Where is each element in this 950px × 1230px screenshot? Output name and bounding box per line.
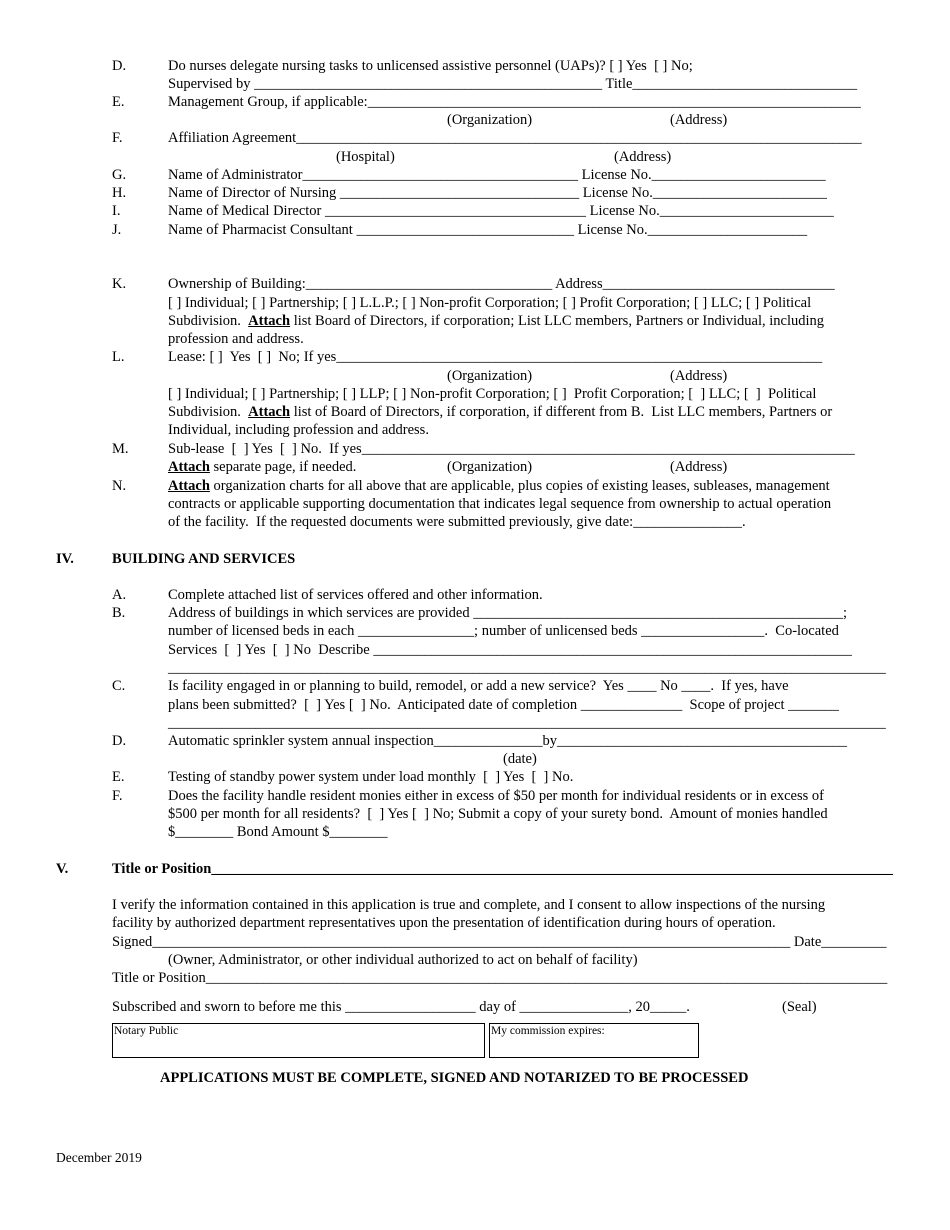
- section-5-number: V.: [56, 861, 69, 877]
- supervised-by-line: Supervised by ________________________________________________ Title_______________________________: [168, 76, 858, 92]
- completion-notice: APPLICATIONS MUST BE COMPLETE, SIGNED AND NOTARIZED TO BE PROCESSED: [160, 1070, 749, 1086]
- item-letter-4a: A.: [112, 587, 127, 603]
- item-letter-j: J.: [112, 222, 122, 238]
- director-of-nursing-line: Name of Director of Nursing _________________________________ License No.________________________: [168, 185, 827, 201]
- sublease-attach-note: Attach separate page, if needed.: [168, 459, 357, 475]
- item-letter-k: K.: [112, 276, 127, 292]
- ownership-line: Ownership of Building:__________________________________ Address________________________________: [168, 276, 835, 292]
- lease-attach-line-2: Individual, including profession and address.: [168, 422, 429, 438]
- section-4-title: BUILDING AND SERVICES: [112, 551, 296, 567]
- colocated-services-line: Services [ ] Yes [ ] No Describe __________________________________________________________________: [168, 642, 852, 658]
- lease-type-options: [ ] Individual; [ ] Partnership; [ ] LLP; [ ] Non-profit Corporation; [ ] Profit Corporation; [ ] LLC; [ ] Political: [168, 386, 817, 402]
- signer-caption: (Owner, Administrator, or other individual authorized to act on behalf of facility): [168, 952, 638, 968]
- seal-label: (Seal): [782, 999, 817, 1015]
- sublease-address-caption: (Address): [670, 459, 728, 475]
- org-charts-line-2: contracts or applicable supporting documentation that indicates legal sequence from ownership to actual operation: [168, 496, 832, 512]
- ownership-type-options: [ ] Individual; [ ] Partnership; [ ] L.L.P.; [ ] Non-profit Corporation; [ ] Profit Corporation; [ ] LLC; [ ] Political: [168, 295, 812, 311]
- administrator-line: Name of Administrator______________________________________ License No.________________________: [168, 167, 826, 183]
- sublease-org-caption: (Organization): [447, 459, 533, 475]
- lease-address-caption: (Address): [670, 368, 728, 384]
- signed-line: Signed________________________________________________________________________________________ Date_________: [112, 934, 887, 950]
- plans-submitted-line: plans been submitted? [ ] Yes [ ] No. Anticipated date of completion ______________ Scope of project _______: [168, 697, 839, 713]
- scope-blank-line: ___________________________________________________________________________________________________: [168, 715, 886, 731]
- sprinkler-inspection-line: Automatic sprinkler system annual inspection_______________by________________________________________: [168, 733, 848, 749]
- medical-director-line: Name of Medical Director ____________________________________ License No.________________________: [168, 203, 834, 219]
- management-group-line: Management Group, if applicable:____________________________________________________________________: [168, 94, 861, 110]
- sprinkler-date-caption: (date): [503, 751, 537, 767]
- org-charts-line-3: of the facility. If the requested documents were submitted previously, give date:_______________.: [168, 514, 746, 530]
- affiliation-agreement-line: Affiliation Agreement______________________________________________________________________________: [168, 130, 862, 146]
- item-letter-i: I.: [112, 203, 121, 219]
- notary-public-box[interactable]: [112, 1023, 485, 1058]
- item-letter-l: L.: [112, 349, 125, 365]
- section-5-title: Title or Position______________________________________________________________________________________________: [112, 861, 893, 877]
- uap-delegation-question: Do nurses delegate nursing tasks to unlicensed assistive personnel (UAPs)? [ ] Yes [ ] No;: [168, 58, 693, 74]
- item-letter-n: N.: [112, 478, 127, 494]
- item-letter-m: M.: [112, 441, 129, 457]
- item-letter-4d: D.: [112, 733, 127, 749]
- standby-power-line: Testing of standby power system under load monthly [ ] Yes [ ] No.: [168, 769, 574, 785]
- lease-attach-line: Subdivision. Attach list of Board of Directors, if corporation, if different from B. List LLC members, Partners or: [168, 404, 833, 420]
- resident-monies-line-1: Does the facility handle resident monies either in excess of $50 per month for individual residents or in excess of: [168, 788, 824, 804]
- org-charts-line-1: Attach organization charts for all above that are applicable, plus copies of existing leases, subleases, management: [168, 478, 830, 494]
- licensed-beds-line: number of licensed beds in each ________________; number of unlicensed beds _________________. Co-located: [168, 623, 839, 639]
- building-address-line: Address of buildings in which services are provided ___________________________________________________;: [168, 605, 848, 621]
- ownership-attach-line-2: profession and address.: [168, 331, 304, 347]
- item-letter-4e: E.: [112, 769, 125, 785]
- hospital-caption: (Hospital): [336, 149, 395, 165]
- item-letter-g: G.: [112, 167, 127, 183]
- pharmacist-consultant-line: Name of Pharmacist Consultant ______________________________ License No.______________________: [168, 222, 808, 238]
- commission-expires-box[interactable]: [489, 1023, 699, 1058]
- lease-line: Lease: [ ] Yes [ ] No; If yes___________________________________________________________________: [168, 349, 823, 365]
- notary-public-label: Notary Public: [114, 1025, 179, 1037]
- services-list-line: Complete attached list of services offered and other information.: [168, 587, 543, 603]
- construction-question: Is facility engaged in or planning to build, remodel, or add a new service? Yes ____ No ____. If yes, have: [168, 678, 789, 694]
- item-letter-f: F.: [112, 130, 123, 146]
- item-letter-4c: C.: [112, 678, 126, 694]
- management-org-caption: (Organization): [447, 112, 533, 128]
- item-letter-4f: F.: [112, 788, 123, 804]
- affiliation-address-caption: (Address): [614, 149, 672, 165]
- section-4-number: IV.: [56, 551, 74, 567]
- item-letter-e: E.: [112, 94, 125, 110]
- management-address-caption: (Address): [670, 112, 728, 128]
- sublease-line: Sub-lease [ ] Yes [ ] No. If yes____________________________________________________________________: [168, 441, 855, 457]
- footer-date: December 2019: [56, 1150, 142, 1165]
- subscribed-sworn-line: Subscribed and sworn to before me this __________________ day of _______________, 20_____.: [112, 999, 690, 1015]
- item-letter-d: D.: [112, 58, 127, 74]
- lease-org-caption: (Organization): [447, 368, 533, 384]
- ownership-attach-line: Subdivision. Attach list Board of Directors, if corporation; List LLC members, Partners or Individual, including: [168, 313, 825, 329]
- commission-expires-label: My commission expires:: [491, 1025, 605, 1037]
- bond-amount-line: $________ Bond Amount $________: [168, 824, 388, 840]
- item-letter-h: H.: [112, 185, 127, 201]
- verification-statement-1: I verify the information contained in this application is true and complete, and I consent to allow inspections of the nursing: [112, 897, 826, 913]
- item-letter-4b: B.: [112, 605, 126, 621]
- title-position-line: Title or Position______________________________________________________________________________________________: [112, 970, 888, 986]
- verification-statement-2: facility by authorized department representatives upon the presentation of identification during hours of operation.: [112, 915, 776, 931]
- colocated-services-blank: ___________________________________________________________________________________________________: [168, 660, 886, 676]
- resident-monies-line-2: $500 per month for all residents? [ ] Yes [ ] No; Submit a copy of your surety bond. Amount of monies handled: [168, 806, 828, 822]
